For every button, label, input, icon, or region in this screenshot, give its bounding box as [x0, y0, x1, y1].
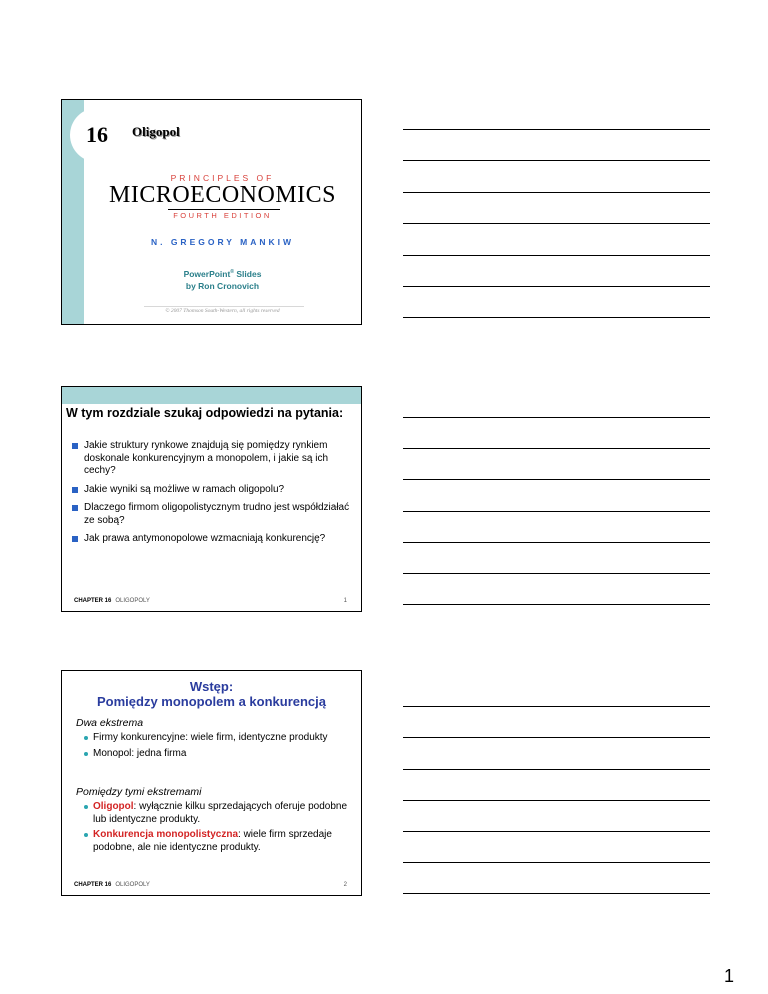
square-bullet-icon: [72, 536, 78, 542]
list-item: Konkurencja monopolistyczna: wiele firm sprzedaje podobne, ale nie identyczne produkty.: [84, 829, 354, 854]
notes-line: [403, 542, 710, 543]
notes-line: [403, 604, 710, 605]
powerpoint-credit: [62, 266, 361, 292]
notes-line: [403, 223, 710, 224]
square-bullet-icon: [72, 487, 78, 493]
list-item: Jak prawa antymonopolowe wzmacniają konkurencję?: [72, 533, 357, 546]
slide-footer: [74, 882, 150, 888]
notes-line: [403, 448, 710, 449]
copyright-rule: [144, 306, 304, 307]
notes-line: [403, 286, 710, 287]
chapter-title: Oligopol: [132, 124, 180, 139]
question-list: [72, 440, 357, 552]
square-bullet-icon: [72, 505, 78, 511]
list-item: Oligopol: wyłącznie kilku sprzedających oferuje podobne lub identyczne produkty.: [84, 801, 354, 826]
footer-chapter: CHAPTER 16: [74, 882, 112, 888]
dot-bullet-icon: [84, 752, 88, 756]
notes-line: [403, 479, 710, 480]
slide-title-text: Wstęp: Pomiędzy monopolem a konkurencją: [97, 679, 326, 709]
term-monopolistic-competition: Konkurencja monopolistyczna: [93, 829, 239, 840]
notes-line: [403, 573, 710, 574]
section-heading: Dwa ekstrema: [76, 717, 144, 729]
section-heading: Pomiędzy tymi ekstremami: [76, 786, 202, 798]
edition-label: FOURTH EDITION: [173, 211, 272, 220]
notes-line: [403, 255, 710, 256]
notes-line: [403, 800, 710, 801]
notes-line: [403, 862, 710, 863]
notes-line: [403, 192, 710, 193]
principles-of-label: PRINCIPLES OF: [170, 173, 275, 183]
list-item: Firmy konkurencyjne: wiele firm, identyczne produkty: [84, 732, 354, 745]
notes-line: [403, 511, 710, 512]
page-number: 1: [723, 966, 734, 986]
notes-line: [403, 706, 710, 707]
list-item: Monopol: jedna firma: [84, 748, 354, 761]
dot-bullet-icon: [84, 805, 88, 809]
term-oligopol: Oligopol: [93, 801, 134, 812]
footer-section: OLIGOPOLY: [115, 882, 150, 888]
notes-line: [403, 129, 710, 130]
slide-page-number: 2: [343, 882, 347, 888]
slide-questions: [61, 386, 362, 612]
notes-line: [403, 737, 710, 738]
author-name: N. GREGORY MANKIW: [150, 237, 295, 247]
notes-line: [403, 417, 710, 418]
credit-author: by Ron Cronovich: [185, 280, 260, 291]
title-rule: [168, 209, 280, 210]
copyright-text: © 2007 Thomson South-Western, all rights reserved: [165, 308, 280, 314]
notes-line: [403, 769, 710, 770]
notes-line: [403, 317, 710, 318]
slide-intro: [61, 670, 362, 896]
notes-line: [403, 831, 710, 832]
slide-footer: [74, 598, 150, 604]
notes-line: [403, 893, 710, 894]
slide-title: [61, 99, 362, 325]
slide-page-number: 1: [343, 598, 347, 604]
book-title: MICROECONOMICS: [108, 182, 337, 208]
list-item: Jakie wyniki są możliwe w ramach oligopolu?: [72, 484, 357, 497]
notes-line: [403, 160, 710, 161]
powerpoint-label: PowerPoint: [183, 268, 231, 279]
extremes-list: [84, 732, 354, 763]
dot-bullet-icon: [84, 736, 88, 740]
square-bullet-icon: [72, 443, 78, 449]
dot-bullet-icon: [84, 833, 88, 837]
slides-label: Slides: [234, 268, 262, 279]
footer-chapter: CHAPTER 16: [74, 598, 112, 604]
list-item: Jakie struktury rynkowe znajdują się pomiędzy rynkiem doskonale konkurencyjnym a monopolem, i jakie są ich cechy?: [72, 440, 357, 478]
list-item: Dlaczego firmom oligopolistycznym trudno jest współdziałać ze sobą?: [72, 502, 357, 527]
registered-mark: ®: [230, 269, 235, 275]
between-list: [84, 801, 354, 857]
footer-section: OLIGOPOLY: [115, 598, 150, 604]
chapter-number-badge: 16: [70, 108, 124, 162]
slide-title-text: W tym rozdziale szukaj odpowiedzi na pytania:: [66, 406, 344, 420]
